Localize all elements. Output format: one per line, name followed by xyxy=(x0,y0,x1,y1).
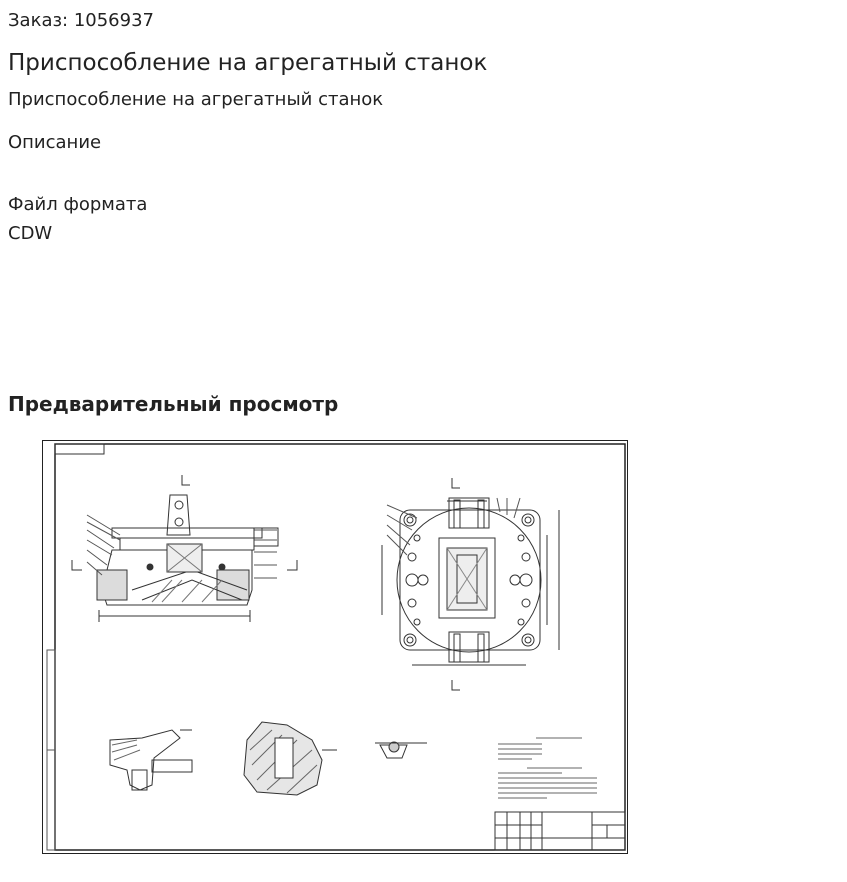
description-heading: Описание xyxy=(8,132,102,153)
drawing-preview-image[interactable] xyxy=(42,440,628,854)
product-subtitle: Приспособление на агрегатный станок xyxy=(8,89,384,110)
preview-heading: Предварительный просмотр xyxy=(8,392,339,416)
page-title: Приспособление на агрегатный станок xyxy=(8,50,488,76)
file-format-label: Файл формата xyxy=(8,194,148,215)
file-format-value: CDW xyxy=(8,223,53,244)
technical-drawing xyxy=(42,440,628,854)
order-number: Заказ: 1056937 xyxy=(8,10,154,31)
